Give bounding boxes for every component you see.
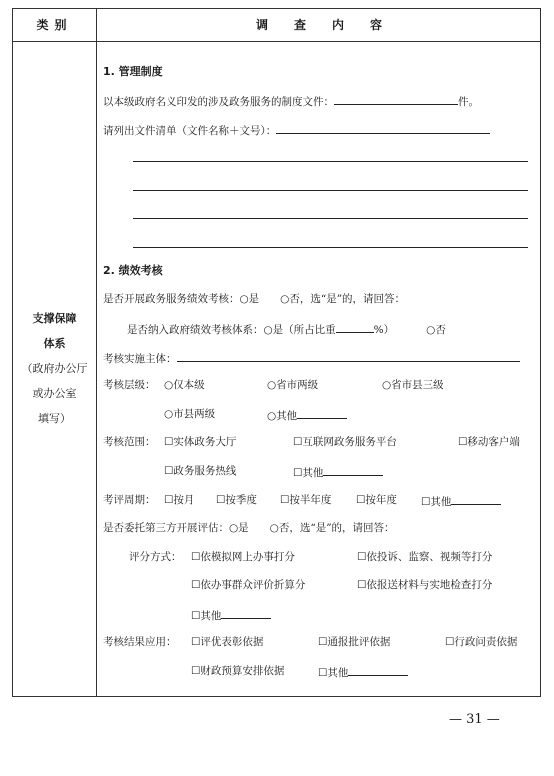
evaluation-period-label: 考评周期： — [103, 494, 156, 506]
result-usage-label: 考核结果应用： — [103, 636, 177, 648]
result-option-4[interactable]: ☐财政预算安排依据 — [191, 665, 285, 677]
category-line-4: 或办公室 — [32, 387, 77, 400]
method-option-2[interactable]: ☐依投诉、监察、视频等打分 — [357, 551, 493, 563]
level-option-5[interactable]: ○其他 — [267, 407, 347, 423]
docs-count-question: 以本级政府名义印发的涉及政务服务的制度文件： 件。 — [103, 93, 479, 109]
gov-assessment-question: 是否纳入政府绩效考核体系：○是（所占比重 %） ○否 — [127, 321, 446, 337]
column-divider — [96, 9, 97, 696]
docs-count-blank[interactable] — [334, 93, 458, 105]
period-option-2[interactable]: ☐按季度 — [216, 494, 257, 506]
result-option-3[interactable]: ☐行政问责依据 — [445, 636, 518, 648]
period-option-1[interactable]: ☐按月 — [164, 494, 195, 506]
level-option-2[interactable]: ○省市两级 — [267, 379, 319, 391]
method-option-3[interactable]: ☐依办事群众评价折算分 — [191, 579, 306, 591]
level-option-4[interactable]: ○市县两级 — [164, 408, 216, 420]
assessment-scope-label: 考核范围： — [103, 436, 156, 448]
category-line-3: （政府办公厅 — [21, 362, 88, 375]
table-header — [13, 9, 540, 42]
header-content: 调查内容 — [255, 18, 408, 32]
method-option-4[interactable]: ☐依报送材料与实地检查打分 — [357, 579, 493, 591]
docs-list-blank[interactable] — [276, 122, 490, 134]
method-option-5[interactable]: ☐其他 — [191, 607, 271, 623]
scoring-method-label: 评分方式： — [129, 551, 182, 563]
scope-option-3[interactable]: ☐移动客户端 — [458, 436, 520, 448]
section-1-title: 1. 管理制度 — [103, 65, 163, 78]
result-option-1[interactable]: ☐评优表彰依据 — [191, 636, 264, 648]
category-line-5: 填写） — [38, 412, 71, 425]
scope-option-4[interactable]: ☐政务服务热线 — [164, 465, 237, 477]
header-category: 类别 — [36, 18, 73, 32]
docs-list-line-2[interactable] — [133, 190, 528, 191]
performance-review-question: 是否开展政务服务绩效考核：○是 ○否，选“是”的，请回答： — [103, 293, 406, 305]
weight-blank[interactable] — [336, 321, 374, 333]
period-option-4[interactable]: ☐按年度 — [356, 494, 397, 506]
docs-list-line-1[interactable] — [133, 161, 528, 162]
docs-list-line-4[interactable] — [133, 247, 528, 248]
result-option-5[interactable]: ☐其他 — [318, 664, 408, 680]
category-line-2: 体系 — [43, 337, 66, 350]
section-2-title: 2. 绩效考核 — [103, 264, 163, 277]
docs-list-line-3[interactable] — [133, 218, 528, 219]
method-option-1[interactable]: ☐依模拟网上办事打分 — [191, 551, 295, 563]
assessment-level-label: 考核层级： — [103, 379, 156, 391]
subject-blank[interactable] — [177, 350, 520, 362]
assessment-subject: 考核实施主体： — [103, 350, 520, 366]
category-line-1: 支撑保障 — [32, 312, 77, 325]
period-option-3[interactable]: ☐按半年度 — [280, 494, 332, 506]
level-option-3[interactable]: ○省市县三级 — [382, 379, 444, 391]
level-option-1[interactable]: ○仅本级 — [164, 379, 205, 391]
third-party-question: 是否委托第三方开展评估：○是 ○否，选“是”的，请回答： — [103, 522, 395, 534]
page-number: — 31 — — [449, 712, 500, 727]
result-option-2[interactable]: ☐通报批评依据 — [318, 636, 391, 648]
survey-table — [12, 8, 541, 697]
scope-option-5[interactable]: ☐其他 — [293, 464, 383, 480]
scope-option-2[interactable]: ☐互联网政务服务平台 — [293, 436, 397, 448]
docs-list-question: 请列出文件清单（文件名称＋文号）： — [103, 122, 490, 138]
period-option-5[interactable]: ☐其他 — [421, 493, 501, 509]
scope-option-1[interactable]: ☐实体政务大厅 — [164, 436, 237, 448]
